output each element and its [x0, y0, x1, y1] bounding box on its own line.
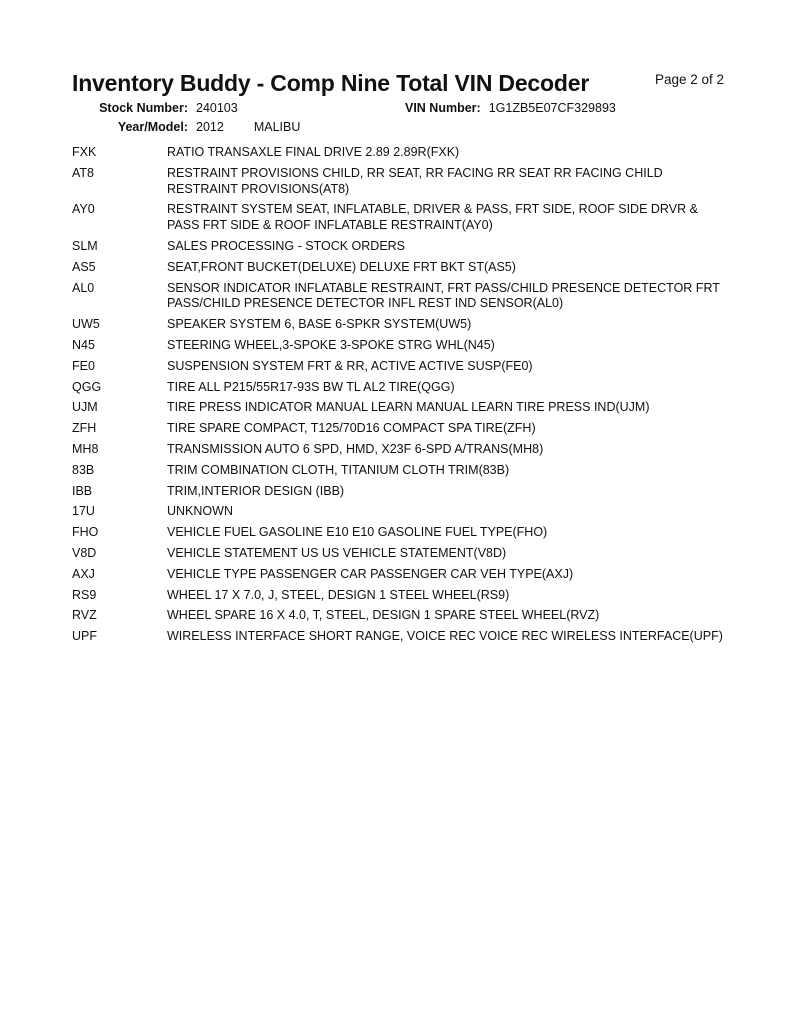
option-code: AS5 — [72, 259, 96, 274]
option-row — [72, 239, 732, 255]
option-description: STEERING WHEEL,3-SPOKE 3-SPOKE STRG WHL(N45) — [167, 337, 495, 352]
option-code: AXJ — [72, 566, 95, 581]
option-row — [72, 629, 732, 645]
option-code-list — [72, 145, 732, 650]
option-code: MH8 — [72, 441, 99, 456]
stock-number-value: 240103 — [196, 101, 238, 115]
option-description: VEHICLE STATEMENT US US VEHICLE STATEMENT(V8D) — [167, 545, 507, 560]
option-code: FXK — [72, 145, 97, 159]
option-code: V8D — [72, 545, 97, 560]
option-row — [72, 317, 732, 333]
option-row — [72, 400, 732, 416]
option-description: TIRE SPARE COMPACT, T125/70D16 COMPACT SPA TIRE(ZFH) — [167, 421, 536, 436]
option-description: RESTRAINT SYSTEM SEAT, INFLATABLE, DRIVER & PASS, FRT SIDE, ROOF SIDE DRVR & PASS FRT SIDE & ROOF INFLATABLE RESTRAINT(AY0) — [167, 202, 698, 233]
option-description: SALES PROCESSING - STOCK ORDERS — [167, 238, 406, 253]
year-model — [96, 120, 300, 134]
option-code: AT8 — [72, 165, 94, 180]
option-description: RATIO TRANSAXLE FINAL DRIVE 2.89 2.89R(FXK) — [167, 145, 460, 159]
option-description: SENSOR INDICATOR INFLATABLE RESTRAINT, FRT PASS/CHILD PRESENCE DETECTOR FRT PASS/CHILD PRESENCE DETECTOR INFL REST IND SENSOR(AL0) — [167, 280, 720, 311]
option-row — [72, 588, 732, 604]
option-description: RESTRAINT PROVISIONS CHILD, RR SEAT, RR FACING RR SEAT RR FACING CHILD RESTRAINT PROVISIONS(AT8) — [167, 165, 663, 196]
option-row — [72, 525, 732, 541]
stock-number-label: Stock Number: — [99, 101, 188, 115]
option-code: RS9 — [72, 587, 97, 602]
option-code: UJM — [72, 400, 98, 415]
option-code: N45 — [72, 337, 95, 352]
option-row — [72, 504, 732, 520]
stock-number — [96, 101, 238, 115]
option-code: IBB — [72, 483, 93, 498]
option-row — [72, 202, 732, 234]
option-description: WHEEL SPARE 16 X 4.0, T, STEEL, DESIGN 1 SPARE STEEL WHEEL(RVZ) — [167, 608, 600, 623]
option-row — [72, 421, 732, 437]
option-description: SPEAKER SYSTEM 6, BASE 6-SPKR SYSTEM(UW5) — [167, 317, 472, 332]
option-code: 83B — [72, 462, 95, 477]
model-value: MALIBU — [253, 120, 301, 134]
page-number: Page 2 of 2 — [655, 72, 725, 87]
option-row — [72, 338, 732, 354]
option-code: UW5 — [72, 317, 100, 332]
option-row — [72, 567, 732, 583]
year-model-label: Year/Model: — [117, 120, 188, 134]
option-description: WIRELESS INTERFACE SHORT RANGE, VOICE REC VOICE REC WIRELESS INTERFACE(UPF) — [167, 629, 723, 644]
option-row — [72, 484, 732, 500]
option-description: TRIM COMBINATION CLOTH, TITANIUM CLOTH TRIM(83B) — [167, 462, 510, 477]
option-description: WHEEL 17 X 7.0, J, STEEL, DESIGN 1 STEEL WHEEL(RS9) — [167, 587, 510, 602]
option-code: FHO — [72, 525, 99, 540]
document-title: Inventory Buddy - Comp Nine Total VIN Decoder — [72, 70, 590, 96]
vin-number-label: VIN Number: — [405, 101, 481, 115]
option-description: SUSPENSION SYSTEM FRT & RR, ACTIVE ACTIVE SUSP(FE0) — [167, 358, 533, 373]
option-row — [72, 359, 732, 375]
option-description: TRIM,INTERIOR DESIGN (IBB) — [167, 483, 345, 498]
option-row — [72, 442, 732, 458]
option-row — [72, 380, 732, 396]
option-code: RVZ — [72, 608, 97, 623]
option-code: AY0 — [72, 202, 95, 217]
option-row — [72, 281, 732, 313]
option-description: VEHICLE TYPE PASSENGER CAR PASSENGER CAR VEH TYPE(AXJ) — [167, 566, 574, 581]
option-row — [72, 260, 732, 276]
option-description: SEAT,FRONT BUCKET(DELUXE) DELUXE FRT BKT ST(AS5) — [167, 259, 516, 274]
option-code: SLM — [72, 238, 98, 253]
option-description: TIRE PRESS INDICATOR MANUAL LEARN MANUAL LEARN TIRE PRESS IND(UJM) — [167, 400, 650, 415]
option-description: VEHICLE FUEL GASOLINE E10 E10 GASOLINE FUEL TYPE(FHO) — [167, 525, 548, 540]
year-value: 2012 — [196, 120, 224, 134]
option-code: UPF — [72, 629, 97, 644]
option-row — [72, 145, 732, 161]
option-code: ZFH — [72, 421, 97, 436]
option-row — [72, 463, 732, 479]
option-row — [72, 166, 732, 198]
option-row — [72, 608, 732, 624]
option-code: AL0 — [72, 280, 95, 295]
option-description: UNKNOWN — [167, 504, 233, 519]
vin-number — [405, 101, 616, 115]
option-description: TRANSMISSION AUTO 6 SPD, HMD, X23F 6-SPD A/TRANS(MH8) — [167, 441, 544, 456]
option-description: TIRE ALL P215/55R17-93S BW TL AL2 TIRE(QGG) — [167, 379, 455, 394]
option-code: 17U — [72, 504, 95, 519]
vin-number-value: 1G1ZB5E07CF329893 — [488, 101, 616, 115]
option-code: FE0 — [72, 358, 95, 373]
option-code: QGG — [72, 379, 102, 394]
option-row — [72, 546, 732, 562]
